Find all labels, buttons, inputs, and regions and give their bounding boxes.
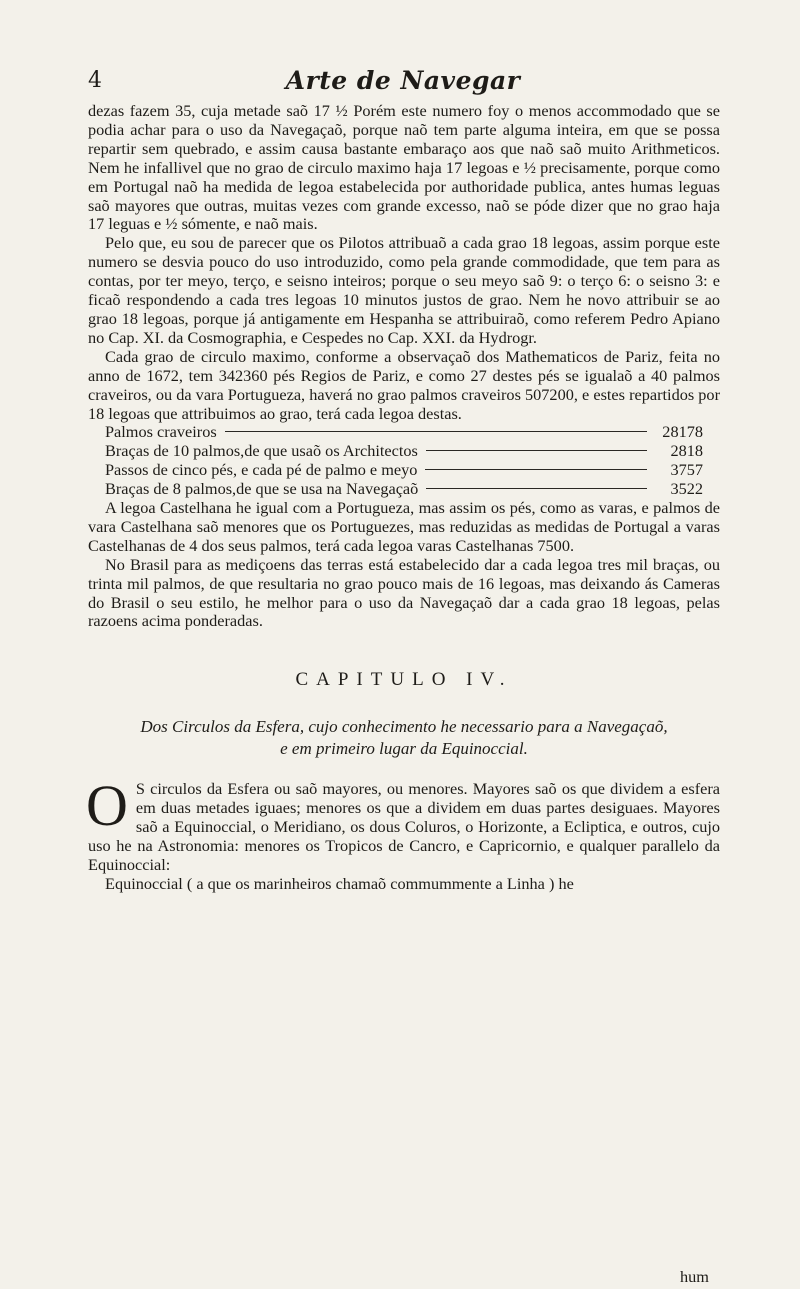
table-row bbox=[105, 461, 703, 480]
table-row-value: 2818 bbox=[670, 441, 703, 461]
leader-line bbox=[225, 431, 647, 432]
chapter-paragraph bbox=[86, 773, 720, 875]
paragraph-castilian-league: A legoa Castelhana he igual com a Portugueza, mas assim os pés, como as varas, e palmos de vara Castelhana saõ menores que os Portuguezes, mas reduzidas as medidas de Portugal a varas Castelhanas de 4 dos seus palmos, terá cada legoa varas Castelhanas 7500. bbox=[88, 498, 720, 555]
table-row-label: Braças de 8 palmos,de que se usa na Navegaçaõ bbox=[105, 479, 419, 499]
table-row-value: 3757 bbox=[670, 460, 703, 480]
table-row-value: 3522 bbox=[670, 479, 703, 499]
chapter-subtitle-line-1: Dos Circulos da Esfera, cujo conhecimento he necessario para a Navegaçaõ, bbox=[140, 717, 668, 737]
chapter-subtitle-line-2: e em primeiro lugar da Equinoccial. bbox=[280, 739, 528, 759]
paragraph-brazil: No Brasil para as mediçoens das terras está estabelecido dar a cada legoa tres mil braças, ou trinta mil palmos, de que resultaria no grao pouco mais de 16 legoas, mas deixando ás Cameras do Brasil o seu estilo, he melhor para o uso da Navegaçaõ dar a cada grao 18 legoas, pelas razoens acima ponderadas. bbox=[88, 554, 720, 631]
leader-line bbox=[425, 469, 647, 470]
paragraph-equinoctial: Equinoccial ( a que os marinheiros chamaõ commummente a Linha ) he bbox=[105, 873, 574, 893]
chapter-paragraph-text: S circulos da Esfera ou saõ mayores, ou menores. Mayores saõ os que dividem a esfera em duas metades iguaes; menores os que a dividem em duas partes desiguaes. Mayores saõ a Equinoccial, o Meridiano, os dous Coluros, o Horizonte, a Ecliptica, e outros, cujo uso he na Astronomia: menores os Tropicos de Cancro, e Capricornio, e qualquer parallelo da Equinoccial: bbox=[88, 779, 720, 874]
drop-cap: O bbox=[86, 773, 128, 839]
page-number: 4 bbox=[88, 68, 102, 93]
chapter-heading: CAPITULO IV. bbox=[295, 669, 513, 691]
page-header bbox=[88, 68, 718, 102]
running-title: Arte de Navegar bbox=[285, 66, 521, 95]
paragraph-pilots: Pelo que, eu sou de parecer que os Pilotos attribuaõ a cada grao 18 legoas, assim porque este numero se desvia pouco do uso introduzido, como pela grande commodidade, que tem para as contas, por ter meyo, terço, e seisno inteiros; porque o seu meyo saõ 9: o terço 6: o seisno 3: e ficaõ respondendo a cada tres legoas 10 minutos justos de grao. Nem he novo attribuir se ao grao 18 legoas, porque já antigamente em Hespanha se attribuiraõ, como referem Pedro Apiano no Cap. XI. da Cosmographia, e Cespedes no Cap. XXI. da Hydrogr. bbox=[88, 233, 720, 347]
paragraph-continuation: dezas fazem 35, cuja metade saõ 17 ½ Porém este numero foy o menos accommodado que se podia achar para o uso da Navegaçaõ, porque naõ tem parte alguma inteira, em que se possa repartir sem quebrado, e assim causa bastante embaraço aos que naõ saõ muito Arithmeticos. Nem he infallivel que no grao de circulo maximo haja 17 legoas e ½ precisamente, porque como em Portugal naõ ha medida de legoa estabelecida por authoridade publica, antes humas leguas saõ mayores que outras, muitas vezes com grande excesso, naõ se póde dizer que no grao haja 17 leguas e ½ sómente, e naõ mais. bbox=[88, 101, 720, 234]
table-row bbox=[105, 480, 703, 499]
paragraph-paris-degree: Cada grao de circulo maximo, conforme a observaçaõ dos Mathematicos de Pariz, feita no anno de 1672, tem 342360 pés Regios de Pariz, e como 27 destes pés se igualaõ a 40 palmos craveiros, ou da vara Portugueza, haverá no grao palmos craveiros 507200, e estes repartidos por 18 legoas que attribuimos ao grao, terá cada legoa destas. bbox=[88, 346, 720, 423]
table-row-label: Passos de cinco pés, e cada pé de palmo e meyo bbox=[105, 460, 418, 480]
table-row-value: 28178 bbox=[662, 422, 703, 442]
table-row bbox=[105, 423, 703, 442]
page-body bbox=[88, 102, 720, 894]
chapter-subtitle bbox=[88, 716, 720, 760]
table-row-label: Palmos craveiros bbox=[105, 422, 217, 442]
table-row bbox=[105, 442, 703, 461]
table-row-label: Braças de 10 palmos,de que usaõ os Architectos bbox=[105, 441, 418, 461]
leader-line bbox=[426, 488, 647, 489]
measures-table bbox=[105, 423, 703, 499]
leader-line bbox=[426, 450, 647, 451]
catchword: hum bbox=[680, 1267, 709, 1286]
